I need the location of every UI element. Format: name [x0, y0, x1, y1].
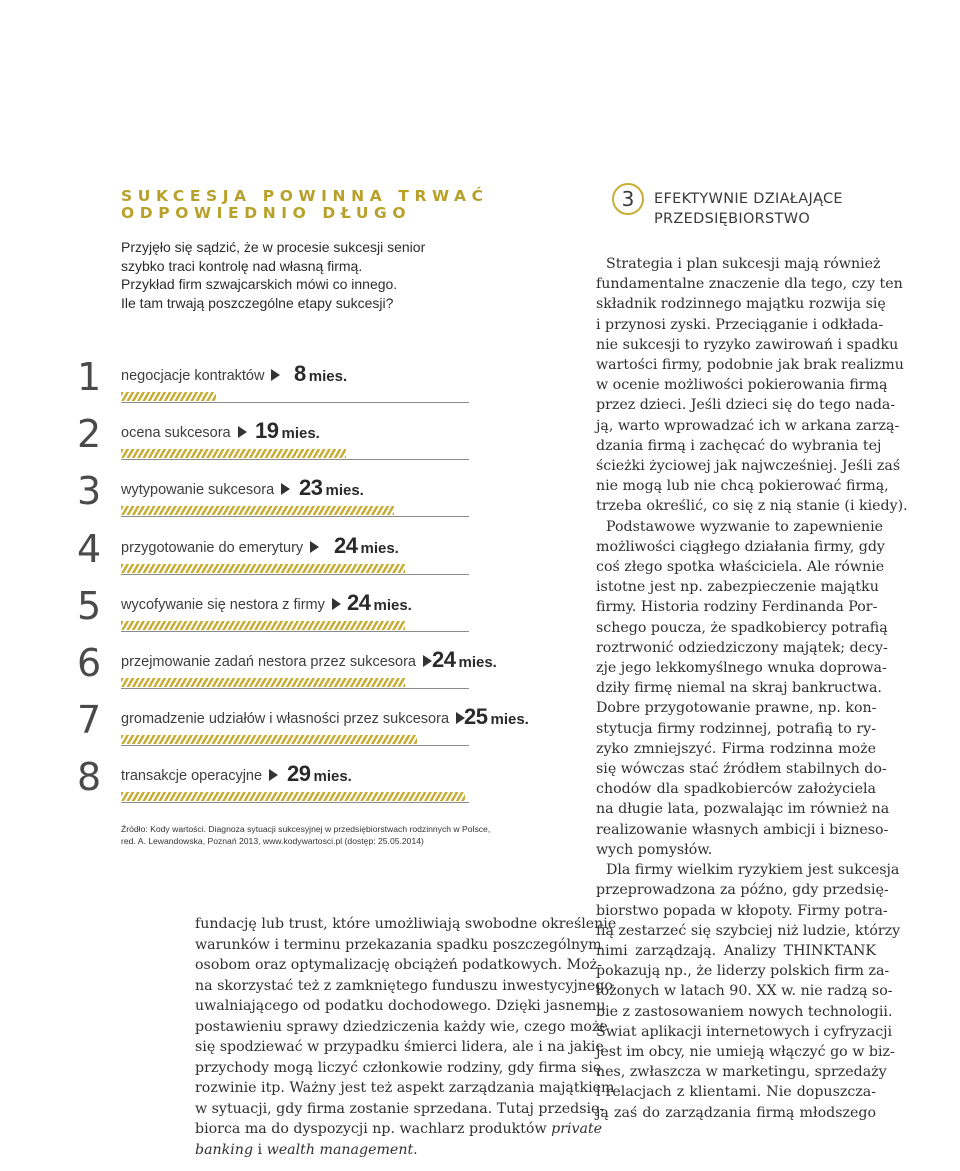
stage-duration-bar [121, 449, 346, 458]
row-divider [121, 574, 469, 575]
text-line: roztrwonić odziedziczony majątek; decy- [596, 639, 888, 656]
stage-duration: 24 mies. [334, 532, 399, 558]
succession-infographic [0, 0, 560, 870]
stage-number: 1 [77, 355, 101, 399]
text-line: i przynosi zyski. Przeciąganie i odkłada- [596, 316, 884, 333]
stage-duration: 23 mies. [299, 475, 364, 501]
text-line: rozwinie itp. Ważny jest też aspekt zarządzania majątkiem [195, 1080, 615, 1096]
text-line: warunków i terminu przekazania spadku poszczególnym [195, 936, 602, 953]
stage-number: 8 [77, 755, 101, 800]
stage-duration-bar [121, 792, 465, 801]
arrow-right-icon [281, 483, 290, 495]
text-line: pokazują np., że liderzy polskich firm za- [596, 963, 890, 980]
stage-label: przygotowanie do emerytury [121, 539, 319, 557]
text-line: fią zestarzeć się szybciej niż ludzie, którzy [596, 922, 901, 939]
section-number-badge: 3 [612, 183, 644, 215]
text-line: stytucja firmy rodzinnej, potrafią to ry- [596, 720, 876, 737]
text-line: na skorzystać też z zamkniętego funduszu inwestycyjnego [195, 977, 613, 994]
text-line: banking i wealth management. [195, 1141, 418, 1158]
text-line: na długie lata, pozwalając im również na [596, 801, 890, 818]
arrow-right-icon [332, 598, 341, 610]
stage-label: ocena sukcesora [121, 424, 247, 442]
middle-column-text [195, 914, 617, 1160]
arrow-right-icon [423, 655, 432, 667]
stage-duration-bar [121, 621, 405, 630]
text-line: realizowanie własnych ambicji i bizneso- [596, 821, 889, 838]
text-line: zje jego lekkomyślnego wnuka doprowa- [596, 660, 887, 677]
stage-label: gromadzenie udziałów i własności przez sukcesora [121, 710, 465, 728]
row-divider [121, 802, 469, 803]
stage-duration-bar [121, 735, 417, 744]
row-divider [121, 688, 469, 689]
stage-label: negocjacje kontraktów [121, 367, 280, 385]
stage-duration: 19 mies. [255, 418, 320, 444]
text-line: się spodziewać w przypadku śmierci lidera, ale i na jakie [195, 1039, 604, 1055]
text-line: osobom oraz optymalizację obciążeń podatkowych. Moż- [195, 957, 602, 973]
row-divider [121, 402, 469, 403]
text-line: fundację lub trust, które umożliwiają swobodne określenie [195, 916, 617, 932]
text-line: w sytuacji, gdy firma zostanie sprzedana. Tutaj przedsię- [195, 1100, 605, 1117]
text-line: istotne jest np. zabezpieczenie majątku [596, 579, 879, 596]
text-line: ścieżki życiowej jak najwcześniej. Jeśli zaś [596, 458, 901, 475]
arrow-right-icon [269, 769, 278, 781]
stage-duration-bar [121, 564, 405, 573]
stage-number: 3 [77, 469, 101, 514]
text-line: dziły firmę niemal na skraj bankructwa. [596, 680, 882, 697]
stage-number: 7 [77, 698, 101, 743]
row-divider [121, 459, 469, 460]
text-line: chodów dla spadkobierców założyciela [596, 781, 876, 798]
text-line: nie mogą lub nie chcą pokierować firmą, [596, 478, 889, 495]
text-line: firmy. Historia rodziny Ferdinanda Por- [596, 599, 878, 616]
right-column-text [596, 254, 908, 1123]
stage-duration: 24 mies. [347, 589, 412, 615]
text-line: Świat aplikacji internetowych i cyfryzacji [596, 1023, 893, 1040]
stage-duration-bar [121, 506, 394, 515]
arrow-right-icon [271, 369, 280, 381]
row-divider [121, 745, 469, 746]
text-line: Dla firmy wielkim ryzykiem jest sukcesja [606, 862, 900, 879]
text-line: wych pomysłów. [596, 841, 713, 858]
text-line: postawieniu sprawy dziedziczenia każdy wie, czego może [195, 1018, 608, 1035]
arrow-right-icon [310, 541, 319, 553]
arrow-right-icon [238, 426, 247, 438]
source-note: Źródło: Kody wartości. Diagnoza sytuacji sukcesyjnej w przedsiębiorstwach rodzinnych w Polsce, red. A. Lewandowska, Poznań 2013, www.kodywartosci.pl (dostęp: 25.05.2014) [121, 824, 491, 846]
stage-label: wytypowanie sukcesora [121, 481, 290, 499]
text-line: ją, warto wprowadzać ich w arkana zarzą- [596, 417, 900, 434]
text-line: nimi zarządzają. Analizy THINKTANK [596, 942, 876, 959]
text-line: składnik rodzinnego majątku rozwija się [596, 296, 886, 313]
stage-label: wycofywanie się nestora z firmy [121, 596, 341, 614]
text-line: ją zaś do zarządzania firmą młodszego [596, 1104, 876, 1121]
text-line: zyko zmniejszyć. Firma rodzinna może [596, 740, 876, 757]
text-line: trzeba określić, co się z nią stanie (i kiedy). [596, 498, 908, 515]
stage-duration: 29 mies. [287, 761, 352, 787]
text-line: uwalniającego od podatku dochodowego. Dzięki jasnemu [195, 998, 606, 1014]
stage-number: 2 [77, 412, 101, 457]
text-line: bie z zastosowaniem nowych technologii. [596, 1003, 893, 1020]
infographic-intro: Przyjęło się sądzić, że w procesie sukcesji senior szybko traci kontrolę nad własną firmą. Przykład firm szwajcarskich mówi co innego. Ile tam trwają poszczególne etapy sukcesji? [121, 239, 426, 311]
text-line: biorca ma do dyspozycji np. wachlarz produktów private [195, 1121, 603, 1137]
stage-duration: 25 mies. [464, 704, 529, 730]
stage-duration: 8 mies. [294, 361, 348, 386]
text-line: Dobre przygotowanie prawne, np. kon- [596, 700, 877, 717]
stage-number: 4 [77, 526, 101, 571]
stage-label: przejmowanie zadań nestora przez sukcesora [121, 653, 432, 671]
text-line: możliwości ciągłego działania firmy, gdy [596, 538, 885, 555]
stage-label: transakcje operacyjne [121, 767, 278, 785]
text-line: dzania firmą i zachęcać do wybrania tej [596, 437, 882, 454]
text-line: Strategia i plan sukcesji mają również [606, 256, 881, 272]
text-line: nes, zwłaszcza w marketingu, sprzedaży [596, 1064, 887, 1081]
stage-duration-bar [121, 678, 405, 687]
text-line: coś złego spotka właściciela. Ale równie [596, 559, 885, 576]
text-line: się wówczas stać źródłem stabilnych do- [596, 761, 887, 778]
stage-number: 6 [77, 641, 101, 685]
stage-row [0, 755, 560, 822]
text-line: wartości firmy, podobnie jak brak realizmu [596, 357, 904, 374]
row-divider [121, 516, 469, 517]
text-line: przeprowadzona za późno, gdy przedsię- [596, 882, 889, 899]
stage-duration-bar [121, 392, 216, 401]
text-line: i relacjach z klientami. Nie dopuszcza- [596, 1084, 876, 1101]
text-line: nie sukcesji to ryzyko zawirowań i spadku [596, 336, 899, 353]
text-line: Podstawowe wyzwanie to zapewnienie [606, 518, 884, 535]
stage-number: 5 [77, 583, 101, 628]
stage-duration: 24 mies. [432, 647, 497, 672]
text-line: w ocenie możliwości pokierowania firmą [596, 377, 888, 394]
text-line: przychody mogą liczyć członkowie rodziny, gdy firma się [195, 1059, 602, 1076]
text-line: fundamentalne znaczenie dla tego, czy ten [596, 276, 903, 293]
infographic-heading: SUKCESJA POWINNA TRWAĆ ODPOWIEDNIO DŁUGO [121, 187, 489, 222]
text-line: łożonych w latach 90. XX w. nie radzą so- [596, 983, 893, 1000]
text-line: biorstwo popada w kłopoty. Firmy potra- [596, 902, 888, 919]
text-line: przez dzieci. Jeśli dzieci się do tego nada- [596, 397, 896, 414]
section-title: EFEKTYWNIE DZIAŁAJĄCE PRZEDSIĘBIORSTWO [654, 191, 843, 227]
text-line: jest im obcy, nie umieją włączyć go w biz- [596, 1043, 895, 1060]
text-line: schego poucza, że spadkobiercy potrafią [596, 619, 888, 636]
row-divider [121, 631, 469, 632]
section-header [612, 183, 942, 233]
